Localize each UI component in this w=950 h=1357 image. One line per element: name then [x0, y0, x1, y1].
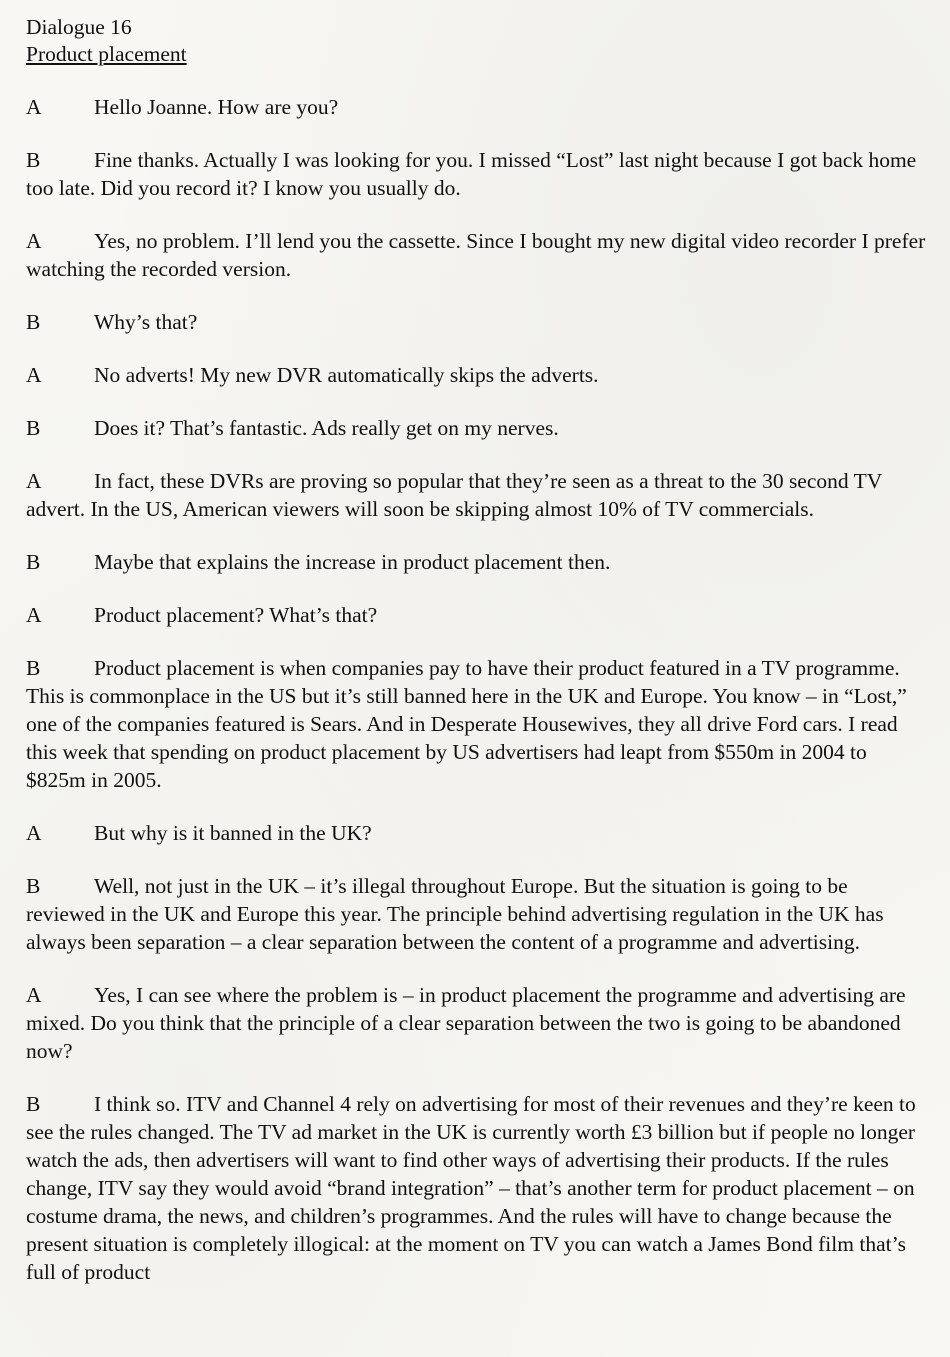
- dialogue-text: Maybe that explains the increase in product placement then.: [94, 550, 611, 574]
- dialogue-text: No adverts! My new DVR automatically skips the adverts.: [94, 363, 599, 387]
- dialogue-turn: [26, 1090, 926, 1286]
- speaker-label: A: [26, 469, 42, 493]
- speaker-label: B: [26, 416, 41, 440]
- speaker-label: B: [26, 656, 41, 680]
- speaker-label: B: [26, 148, 41, 172]
- dialogue-turn: [26, 654, 926, 794]
- speaker-label: B: [26, 1092, 41, 1116]
- speaker-label: A: [26, 95, 42, 119]
- dialogue-text: But why is it banned in the UK?: [94, 821, 372, 845]
- dialogue-turn: [26, 146, 926, 202]
- dialogue-turn: [26, 601, 926, 629]
- dialogue-turn: [26, 548, 926, 576]
- speaker-label: A: [26, 363, 42, 387]
- dialogue-text: Product placement is when companies pay to have their product featured in a TV programme. This is commonplace in the US but it’s still banned here in the UK and Europe. You know – in “Lost,” one of the companies featured is Sears. And in Desperate Housewives, they all drive Ford cars. I read this week that spending on product placement by US advertisers had leapt from $550m in 2004 to $825m in 2005.: [26, 656, 907, 792]
- speaker-label: B: [26, 874, 41, 898]
- dialogue-text: In fact, these DVRs are proving so popular that they’re seen as a threat to the 30 second TV advert. In the US, American viewers will soon be skipping almost 10% of TV commercials.: [26, 469, 882, 521]
- dialogue-turn: [26, 819, 926, 847]
- dialogue-text: Yes, I can see where the problem is – in product placement the programme and advertising are mixed. Do you think that the principle of a clear separation between the two is going to be abandoned now?: [26, 983, 906, 1063]
- speaker-label: A: [26, 983, 42, 1007]
- dialogue-turn: [26, 93, 926, 121]
- speaker-label: A: [26, 229, 42, 253]
- dialogue-text: I think so. ITV and Channel 4 rely on advertising for most of their revenues and they’re keen to see the rules changed. The TV ad market in the UK is currently worth £3 billion but if people no longer watch the ads, then advertisers will want to find other ways of advertising their products. If the rules change, ITV say they would avoid “brand integration” – that’s another term for product placement – on costume drama, the news, and children’s programmes. And the rules will have to change because the present situation is completely illogical: at the moment on TV you can watch a James Bond film that’s full of product: [26, 1092, 916, 1284]
- dialogue-text: Why’s that?: [94, 310, 198, 334]
- dialogue-text: Fine thanks. Actually I was looking for you. I missed “Lost” last night because I got back home too late. Did you record it? I know you usually do.: [26, 148, 917, 200]
- page-title: Dialogue 16: [26, 15, 132, 39]
- dialogue-turn: [26, 227, 926, 283]
- dialogue-text: Yes, no problem. I’ll lend you the cassette. Since I bought my new digital video recorder I prefer watching the recorded version.: [26, 229, 926, 281]
- dialogue-turn: [26, 361, 926, 389]
- dialogue-turn: [26, 872, 926, 956]
- speaker-label: A: [26, 821, 42, 845]
- dialogue-text: Hello Joanne. How are you?: [94, 95, 339, 119]
- dialogue-text: Well, not just in the UK – it’s illegal throughout Europe. But the situation is going to be reviewed in the UK and Europe this year. The principle behind advertising regulation in the UK has always been separation – a clear separation between the content of a programme and advertising.: [26, 874, 884, 954]
- dialogue-text: Does it? That’s fantastic. Ads really get on my nerves.: [94, 416, 559, 440]
- speaker-label: B: [26, 550, 41, 574]
- speaker-label: A: [26, 603, 42, 627]
- dialogue-text: Product placement? What’s that?: [94, 603, 378, 627]
- dialogue-turn: [26, 308, 926, 336]
- speaker-label: B: [26, 310, 41, 334]
- dialogue-turn: [26, 467, 926, 523]
- dialogue-turn: [26, 981, 926, 1065]
- document-body: [26, 14, 926, 1311]
- dialogue-turn: [26, 414, 926, 442]
- page-subtitle: Product placement: [26, 42, 187, 66]
